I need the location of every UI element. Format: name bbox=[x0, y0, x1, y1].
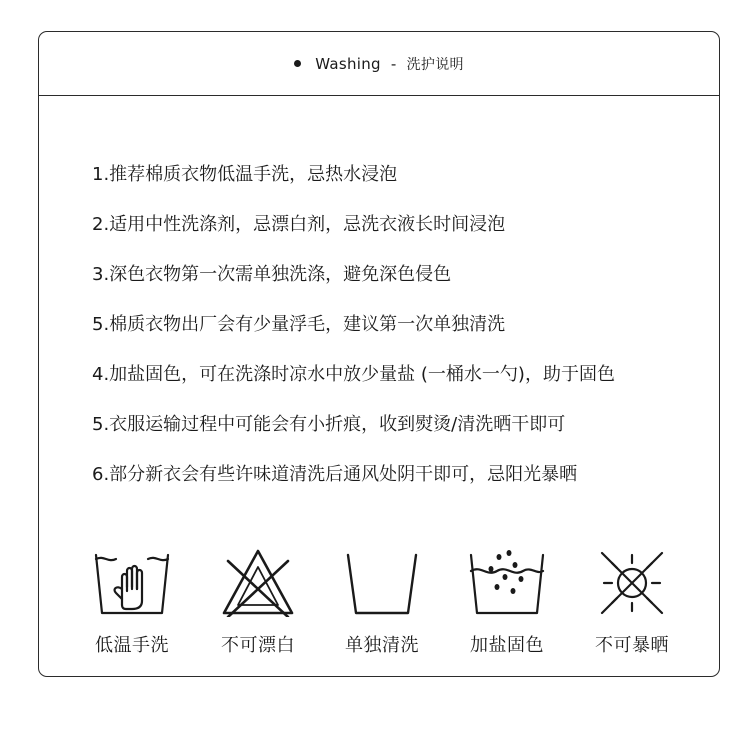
care-rule: 6.部分新衣会有些许味道清洗后通风处阴干即可，忌阳光暴晒 bbox=[92, 464, 578, 485]
care-icon-item bbox=[69, 547, 195, 657]
care-icon-item bbox=[569, 547, 695, 657]
care-instructions-card bbox=[38, 31, 720, 677]
care-icon-label: 不可漂白 bbox=[221, 635, 295, 656]
care-rule: 5.棉质衣物出厂会有少量浮毛，建议第一次单独清洗 bbox=[92, 314, 506, 335]
care-icon-label: 单独清洗 bbox=[345, 635, 419, 656]
header-separator: - bbox=[390, 54, 397, 73]
header-title-en: Washing bbox=[315, 54, 381, 73]
care-rule: 1.推荐棉质衣物低温手洗，忌热水浸泡 bbox=[92, 164, 398, 185]
care-icon-item bbox=[195, 547, 321, 657]
care-icon-label: 不可暴晒 bbox=[595, 635, 669, 656]
care-rule: 2.适用中性洗涤剂，忌漂白剂，忌洗衣液长时间浸泡 bbox=[92, 214, 506, 235]
no-sun-dry-icon bbox=[592, 547, 672, 617]
care-icon-item bbox=[444, 547, 570, 657]
care-rule: 4.加盐固色，可在洗涤时凉水中放少量盐 (一桶水一勺)，助于固色 bbox=[92, 364, 615, 385]
hand-wash-icon bbox=[92, 547, 172, 617]
care-icon-label: 低温手洗 bbox=[95, 635, 169, 656]
care-rule: 3.深色衣物第一次需单独洗涤，避免深色侵色 bbox=[92, 264, 452, 285]
care-icon-item bbox=[319, 547, 445, 657]
header-title-cn: 洗护说明 bbox=[406, 56, 464, 73]
add-salt-icon bbox=[467, 547, 547, 617]
bullet-dot bbox=[294, 60, 301, 67]
wash-separately-icon bbox=[342, 547, 422, 617]
care-rules-list bbox=[92, 158, 615, 508]
care-icons-row bbox=[39, 547, 719, 667]
no-bleach-icon bbox=[218, 547, 298, 617]
card-header bbox=[39, 32, 719, 96]
care-icon-label: 加盐固色 bbox=[470, 635, 544, 656]
care-rule: 5.衣服运输过程中可能会有小折痕，收到熨烫/清洗晒干即可 bbox=[92, 414, 566, 435]
